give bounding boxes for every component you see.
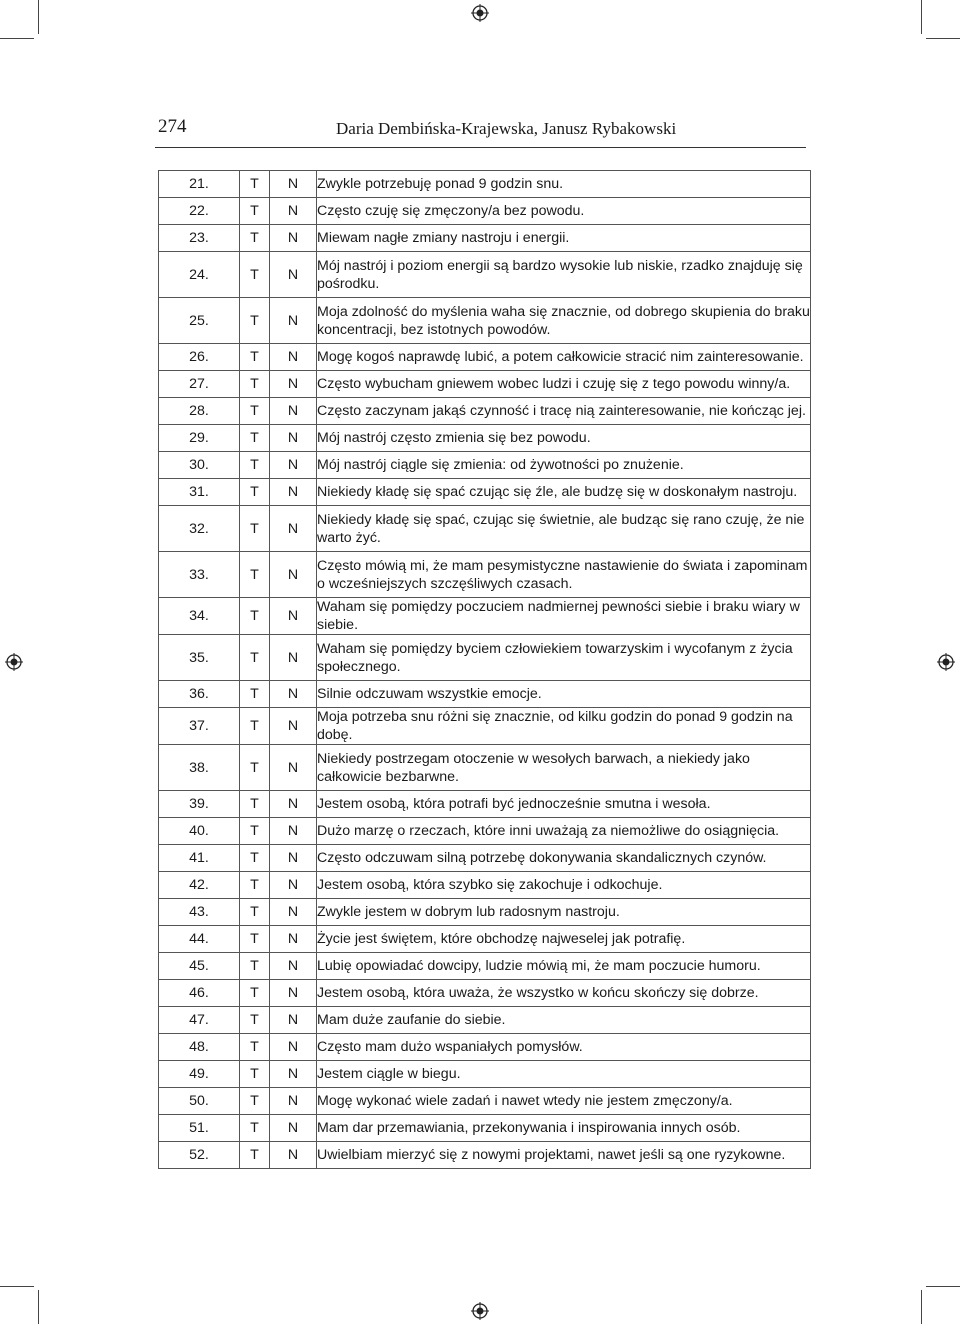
item-number: 22. [159,198,240,225]
item-number: 37. [159,708,240,745]
item-statement: Często wybucham gniewem wobec ludzi i czuję się z tego powodu winny/a. [317,371,811,398]
item-statement: Jestem ciągle w biegu. [317,1061,811,1088]
item-number: 21. [159,171,240,198]
item-number: 32. [159,506,240,552]
answer-true-option: T [240,681,270,708]
table-row [159,1088,811,1115]
answer-no-option: N [270,845,317,872]
item-number: 39. [159,791,240,818]
item-number: 46. [159,980,240,1007]
answer-no-option: N [270,506,317,552]
item-number: 36. [159,681,240,708]
questionnaire-table [158,170,811,1169]
item-number: 29. [159,425,240,452]
answer-no-option: N [270,872,317,899]
item-statement: Waham się pomiędzy poczuciem nadmiernej pewności siebie i braku wiary w siebie. [317,598,811,635]
table-row [159,635,811,681]
registration-mark-icon [5,653,23,671]
table-row [159,1007,811,1034]
item-number: 40. [159,818,240,845]
item-statement: Jestem osobą, która szybko się zakochuje i odkochuje. [317,872,811,899]
table-row [159,198,811,225]
answer-no-option: N [270,598,317,635]
registration-mark-icon [471,1302,489,1320]
item-number: 30. [159,452,240,479]
item-number: 28. [159,398,240,425]
item-statement: Często mam dużo wspaniałych pomysłów. [317,1034,811,1061]
item-number: 50. [159,1088,240,1115]
item-number: 51. [159,1115,240,1142]
item-statement: Mogę wykonać wiele zadań i nawet wtedy nie jestem zmęczony/a. [317,1088,811,1115]
answer-no-option: N [270,1088,317,1115]
answer-no-option: N [270,1142,317,1169]
answer-no-option: N [270,171,317,198]
item-number: 34. [159,598,240,635]
crop-mark [0,38,34,39]
item-number: 27. [159,371,240,398]
item-statement: Mam dar przemawiania, przekonywania i inspirowania innych osób. [317,1115,811,1142]
answer-no-option: N [270,791,317,818]
answer-no-option: N [270,635,317,681]
table-row [159,1061,811,1088]
item-number: 35. [159,635,240,681]
answer-true-option: T [240,635,270,681]
item-number: 52. [159,1142,240,1169]
answer-true-option: T [240,745,270,791]
crop-mark [921,0,922,34]
answer-no-option: N [270,371,317,398]
answer-true-option: T [240,872,270,899]
answer-true-option: T [240,1115,270,1142]
answer-no-option: N [270,1061,317,1088]
page-number: 274 [158,116,187,137]
item-statement: Niekiedy postrzegam otoczenie w wesołych barwach, a niekiedy jako całkowicie bezbarwne. [317,745,811,791]
table-row [159,425,811,452]
answer-true-option: T [240,1061,270,1088]
crop-mark [38,1290,39,1324]
item-number: 49. [159,1061,240,1088]
answer-true-option: T [240,479,270,506]
answer-true-option: T [240,225,270,252]
answer-no-option: N [270,298,317,344]
header-rule [155,147,806,148]
table-row [159,708,811,745]
table-row [159,1034,811,1061]
answer-no-option: N [270,953,317,980]
answer-no-option: N [270,252,317,298]
registration-mark-icon [471,4,489,22]
item-statement: Mój nastrój i poziom energii są bardzo wysokie lub niskie, rzadko znajduję się pośrodku. [317,252,811,298]
answer-true-option: T [240,845,270,872]
item-number: 24. [159,252,240,298]
item-number: 42. [159,872,240,899]
answer-no-option: N [270,1034,317,1061]
item-statement: Moja potrzeba snu różni się znacznie, od kilku godzin do ponad 9 godzin na dobę. [317,708,811,745]
item-statement: Dużo marzę o rzeczach, które inni uważają za niemożliwe do osiągnięcia. [317,818,811,845]
item-statement: Moja zdolność do myślenia waha się znacznie, od dobrego skupienia do braku koncentracji, bez istotnych powodów. [317,298,811,344]
item-statement: Mój nastrój często zmienia się bez powodu. [317,425,811,452]
table-row [159,745,811,791]
answer-no-option: N [270,899,317,926]
item-number: 47. [159,1007,240,1034]
answer-no-option: N [270,708,317,745]
table-row [159,598,811,635]
answer-true-option: T [240,708,270,745]
answer-no-option: N [270,452,317,479]
table-row [159,298,811,344]
item-statement: Silnie odczuwam wszystkie emocje. [317,681,811,708]
crop-mark [926,38,960,39]
table-row [159,953,811,980]
answer-true-option: T [240,344,270,371]
answer-no-option: N [270,225,317,252]
item-statement: Mogę kogoś naprawdę lubić, a potem całkowicie stracić nim zainteresowanie. [317,344,811,371]
answer-true-option: T [240,171,270,198]
answer-true-option: T [240,899,270,926]
table-row [159,1115,811,1142]
table-row [159,791,811,818]
table-row [159,818,811,845]
running-head-authors: Daria Dembińska-Krajewska, Janusz Rybakowski [336,119,677,138]
item-statement: Często odczuwam silną potrzebę dokonywania skandalicznych czynów. [317,845,811,872]
answer-true-option: T [240,791,270,818]
answer-no-option: N [270,398,317,425]
answer-true-option: T [240,818,270,845]
table-row [159,872,811,899]
item-number: 48. [159,1034,240,1061]
answer-no-option: N [270,198,317,225]
answer-no-option: N [270,926,317,953]
item-statement: Mój nastrój ciągle się zmienia: od żywotności po znużenie. [317,452,811,479]
answer-true-option: T [240,552,270,598]
answer-true-option: T [240,1088,270,1115]
table-row [159,926,811,953]
answer-true-option: T [240,1007,270,1034]
item-number: 23. [159,225,240,252]
item-number: 31. [159,479,240,506]
item-statement: Mam duże zaufanie do siebie. [317,1007,811,1034]
table-row [159,899,811,926]
answer-true-option: T [240,1142,270,1169]
answer-true-option: T [240,452,270,479]
item-number: 44. [159,926,240,953]
crop-mark [38,0,39,34]
table-row [159,552,811,598]
answer-true-option: T [240,198,270,225]
answer-no-option: N [270,344,317,371]
item-number: 25. [159,298,240,344]
item-statement: Życie jest świętem, które obchodzę najweselej jak potrafię. [317,926,811,953]
item-statement: Jestem osobą, która potrafi być jednocześnie smutna i wesoła. [317,791,811,818]
answer-true-option: T [240,298,270,344]
answer-true-option: T [240,598,270,635]
item-number: 38. [159,745,240,791]
answer-no-option: N [270,980,317,1007]
table-row [159,171,811,198]
answer-true-option: T [240,425,270,452]
item-statement: Miewam nagłe zmiany nastroju i energii. [317,225,811,252]
answer-no-option: N [270,552,317,598]
table-row [159,681,811,708]
item-statement: Niekiedy kładę się spać czując się źle, ale budzę się w doskonałym nastroju. [317,479,811,506]
answer-true-option: T [240,371,270,398]
answer-true-option: T [240,1034,270,1061]
table-row [159,398,811,425]
item-statement: Często zaczynam jakąś czynność i tracę nią zainteresowanie, nie kończąc jej. [317,398,811,425]
answer-no-option: N [270,425,317,452]
item-statement: Często mówią mi, że mam pesymistyczne nastawienie do świata i zapominam o wcześniejszych szczęśliwych czasach. [317,552,811,598]
table-row [159,344,811,371]
item-statement: Jestem osobą, która uważa, że wszystko w końcu skończy się dobrze. [317,980,811,1007]
answer-no-option: N [270,818,317,845]
table-row [159,252,811,298]
item-number: 43. [159,899,240,926]
crop-mark [0,1286,34,1287]
item-number: 33. [159,552,240,598]
answer-true-option: T [240,398,270,425]
answer-no-option: N [270,681,317,708]
table-row [159,225,811,252]
item-number: 45. [159,953,240,980]
item-statement: Zwykle jestem w dobrym lub radosnym nastroju. [317,899,811,926]
answer-no-option: N [270,479,317,506]
answer-no-option: N [270,1007,317,1034]
item-statement: Uwielbiam mierzyć się z nowymi projektami, nawet jeśli są one ryzykowne. [317,1142,811,1169]
answer-true-option: T [240,980,270,1007]
table-row [159,479,811,506]
table-row [159,845,811,872]
registration-mark-icon [937,653,955,671]
item-number: 26. [159,344,240,371]
table-row [159,1142,811,1169]
item-statement: Lubię opowiadać dowcipy, ludzie mówią mi, że mam poczucie humoru. [317,953,811,980]
crop-mark [926,1286,960,1287]
item-statement: Często czuję się zmęczony/a bez powodu. [317,198,811,225]
item-statement: Niekiedy kładę się spać, czując się świetnie, ale budząc się rano czuję, że nie warto żyć. [317,506,811,552]
table-row [159,506,811,552]
table-row [159,980,811,1007]
answer-true-option: T [240,252,270,298]
answer-no-option: N [270,745,317,791]
answer-no-option: N [270,1115,317,1142]
answer-true-option: T [240,926,270,953]
answer-true-option: T [240,506,270,552]
table-row [159,452,811,479]
item-statement: Waham się pomiędzy byciem człowiekiem towarzyskim i wycofanym z życia społecznego. [317,635,811,681]
crop-mark [921,1290,922,1324]
item-number: 41. [159,845,240,872]
answer-true-option: T [240,953,270,980]
item-statement: Zwykle potrzebuję ponad 9 godzin snu. [317,171,811,198]
table-row [159,371,811,398]
